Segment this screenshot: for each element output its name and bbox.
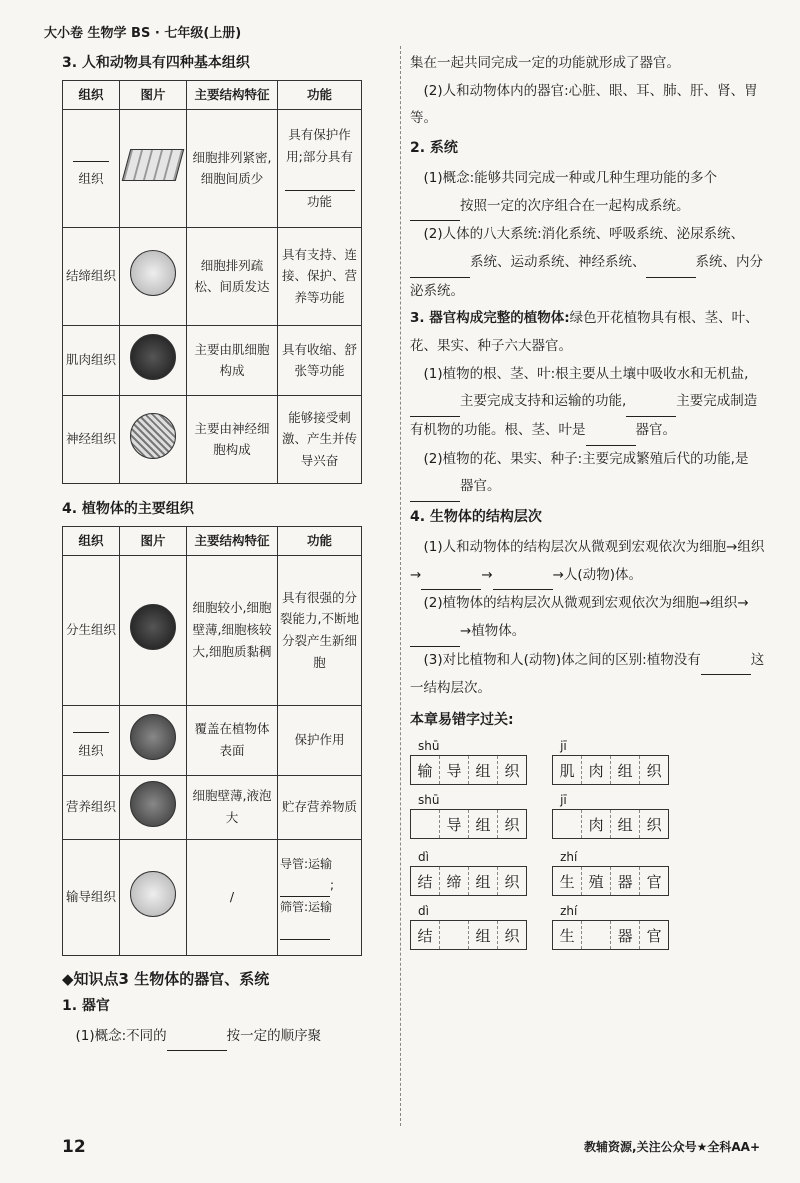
- col-header: 图片: [120, 526, 187, 555]
- column-divider: [400, 46, 401, 1126]
- answer-blank[interactable]: [285, 168, 355, 191]
- tissue-function: 具有保护作用;部分具有: [286, 127, 353, 164]
- tissue-feature: 主要由肌细胞构成: [187, 325, 278, 395]
- tissue-name: 营养组织: [63, 775, 120, 839]
- tissue-function: 筛管:运输: [280, 900, 333, 915]
- hierarchy-title: 4. 生物体的结构层次: [410, 509, 542, 526]
- tissue-function: 能够接受刺激、产生并传导兴奋: [278, 395, 362, 483]
- nutrient-tissue-image: [130, 781, 176, 827]
- tissue-feature: 细胞壁薄,液泡大: [187, 775, 278, 839]
- animal-tissue-table: [62, 80, 362, 484]
- paragraph: 3. 器官构成完整的植物体:绿色开花植物具有根、茎、叶、花、果实、种子六大器官。: [410, 310, 759, 355]
- footer-text: 教辅资源,关注公众号★全科AA+: [584, 1140, 760, 1154]
- col-header: 组织: [63, 81, 120, 110]
- answer-blank[interactable]: [493, 562, 553, 591]
- connective-tissue-image: [130, 250, 176, 296]
- table-row: [63, 325, 362, 395]
- answer-blank[interactable]: [410, 249, 470, 278]
- tissue-function: 具有收缩、舒张等功能: [278, 325, 362, 395]
- tissue-function: 保护作用: [278, 705, 362, 775]
- col-header: 主要结构特征: [187, 81, 278, 110]
- knowledge-point-title: ◆知识点3 生物体的器官、系统: [62, 969, 270, 988]
- left-column: [62, 50, 398, 1051]
- plant-tissue-table: [62, 526, 362, 956]
- tissue-feature: 细胞排列疏松、间质发达: [187, 227, 278, 325]
- section-title: 3. 器官构成完整的植物体:: [410, 310, 570, 327]
- answer-blank[interactable]: [73, 161, 109, 162]
- word-box[interactable]: dì 结 组 织: [410, 904, 537, 950]
- answer-blank[interactable]: [586, 417, 636, 446]
- table-row: [63, 227, 362, 325]
- typo-grid: [410, 737, 766, 956]
- page-header: 大小卷 生物学 BS · 七年级(上册): [44, 26, 242, 41]
- col-header: 功能: [278, 526, 362, 555]
- paragraph: (2)植物体的结构层次从微观到宏观依次为细胞→组织→ →植物体。: [410, 590, 766, 646]
- conducting-tissue-image: [130, 871, 176, 917]
- tissue-feature: 覆盖在植物体表面: [187, 705, 278, 775]
- tissue-feature: 细胞排列紧密,细胞间质少: [187, 109, 278, 227]
- page-number: 12: [62, 1137, 86, 1157]
- tissue-name: 组织: [78, 171, 104, 187]
- table-row: [63, 839, 362, 955]
- tissue-function-suffix: 功能: [306, 193, 332, 209]
- word-box[interactable]: zhí 生 器 官: [552, 904, 679, 950]
- tissue-feature: /: [187, 839, 278, 955]
- answer-blank[interactable]: [410, 618, 460, 647]
- muscle-tissue-image: [130, 334, 176, 380]
- tissue-function: 导管:运输: [280, 857, 333, 872]
- paragraph: 集在一起共同完成一定的功能就形成了器官。: [410, 55, 680, 71]
- table-row: [63, 775, 362, 839]
- system-title: 2. 系统: [410, 140, 458, 157]
- section-3-title: 3. 人和动物具有四种基本组织: [62, 55, 250, 71]
- answer-blank[interactable]: [626, 388, 676, 417]
- answer-blank[interactable]: [410, 193, 460, 222]
- tissue-feature: 细胞较小,细胞壁薄,细胞核较大,细胞质黏稠: [187, 555, 278, 705]
- nerve-tissue-image: [130, 413, 176, 459]
- organ-title: 1. 器官: [62, 997, 110, 1014]
- tissue-function: 具有很强的分裂能力,不断地分裂产生新细胞: [278, 555, 362, 705]
- epithelial-tissue-image: [122, 149, 185, 181]
- punctuation: ;: [330, 878, 335, 893]
- word-box: dì 结 缔 组 织: [410, 850, 537, 896]
- tissue-feature: 主要由神经细胞构成: [187, 395, 278, 483]
- paragraph: (2)人和动物体内的器官:心脏、眼、耳、肺、肝、肾、胃等。: [410, 82, 758, 127]
- table-row: [63, 109, 362, 227]
- col-header: 主要结构特征: [187, 526, 278, 555]
- organ-concept: (1)概念:不同的 按一定的顺序聚: [62, 1023, 398, 1052]
- meristem-image: [130, 604, 176, 650]
- tissue-function: 贮存营养物质: [278, 775, 362, 839]
- section-4-title: 4. 植物体的主要组织: [62, 500, 194, 517]
- answer-blank[interactable]: [280, 918, 330, 940]
- answer-blank[interactable]: [421, 562, 481, 591]
- word-box: shū 输 导 组 织: [410, 739, 537, 785]
- tissue-name: 组织: [78, 743, 104, 759]
- col-header: 组织: [63, 526, 120, 555]
- paragraph: (2)植物的花、果实、种子:主要完成繁殖后代的功能,是 器官。: [410, 446, 766, 502]
- answer-blank[interactable]: [73, 732, 109, 733]
- tissue-name: 肌肉组织: [63, 325, 120, 395]
- right-column: [410, 50, 766, 956]
- paragraph: (3)对比植物和人(动物)体之间的区别:植物没有 这一结构层次。: [410, 647, 766, 703]
- answer-blank[interactable]: [410, 473, 460, 502]
- tissue-name: 分生组织: [63, 555, 120, 705]
- word-box[interactable]: shū 导 组 织: [410, 793, 537, 842]
- answer-blank[interactable]: [410, 388, 460, 417]
- answer-blank[interactable]: [701, 647, 751, 676]
- col-header: 功能: [278, 81, 362, 110]
- word-box: jī 肌 肉 组 织: [552, 739, 679, 785]
- answer-blank[interactable]: [167, 1023, 227, 1052]
- typo-title: 本章易错字过关:: [410, 712, 514, 729]
- tissue-name: 神经组织: [63, 395, 120, 483]
- table-row: [63, 705, 362, 775]
- tissue-name: 结缔组织: [63, 227, 120, 325]
- word-box[interactable]: jī 肉 组 织: [552, 793, 679, 842]
- paragraph: (2)人体的八大系统:消化系统、呼吸系统、泌尿系统、 系统、运动系统、神经系统、 系统、内分泌系统。: [410, 226, 763, 299]
- protective-tissue-image: [130, 714, 176, 760]
- col-header: 图片: [120, 81, 187, 110]
- table-row: [63, 395, 362, 483]
- tissue-function: 具有支持、连接、保护、营养等功能: [278, 227, 362, 325]
- word-box: zhí 生 殖 器 官: [552, 850, 679, 896]
- table-row: [63, 555, 362, 705]
- paragraph: (1)植物的根、茎、叶:根主要从土壤中吸收水和无机盐, 主要完成支持和运输的功能, 主要完成制造有机物的功能。根、茎、叶是 器官。: [410, 361, 766, 446]
- tissue-name: 输导组织: [63, 839, 120, 955]
- answer-blank[interactable]: [646, 249, 696, 278]
- answer-blank[interactable]: [280, 875, 330, 897]
- paragraph: (1)概念:能够共同完成一种或几种生理功能的多个 按照一定的次序组合在一起构成系统。: [410, 165, 766, 221]
- paragraph: (1)人和动物体的结构层次从微观到宏观依次为细胞→组织→ → →人(动物)体。: [410, 534, 766, 590]
